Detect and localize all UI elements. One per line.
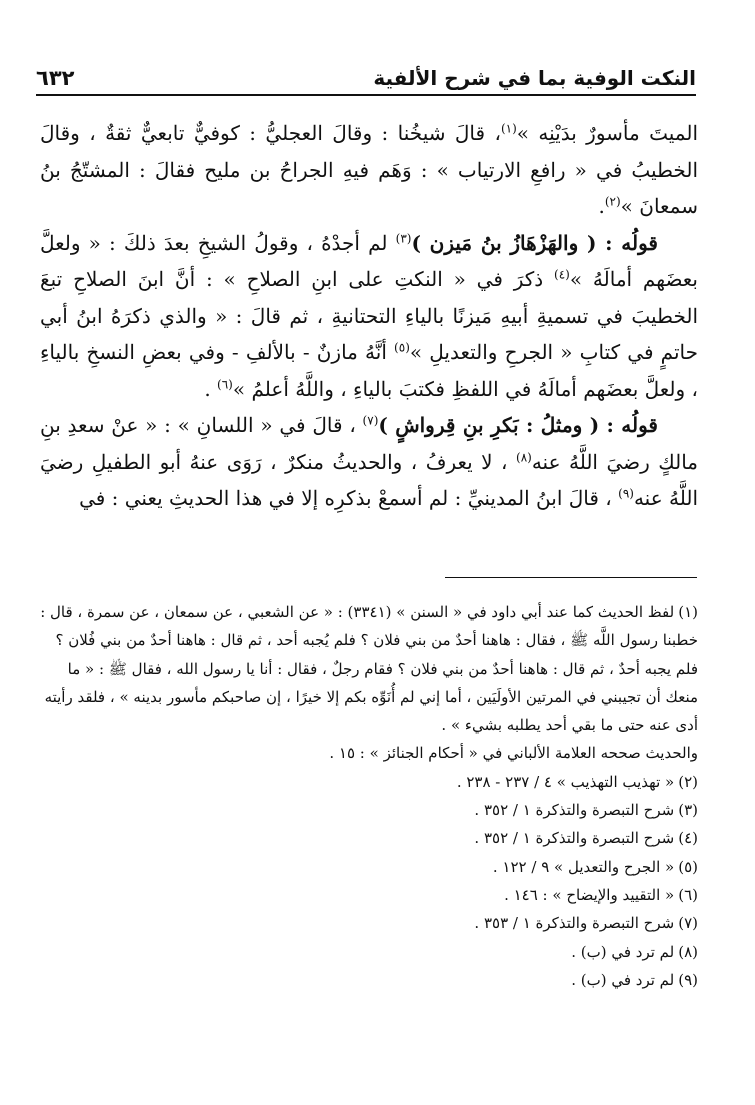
- text-run: .: [204, 376, 218, 401]
- footnote-text: « التقييد والإيضاح » : ١٤٦ .: [504, 885, 675, 904]
- quoted-heading: قولُه : ( ومثلُ : بَكرِ بنِ قِرواشٍ ): [378, 413, 658, 437]
- footnote-ref[interactable]: (٧): [362, 413, 379, 428]
- footnote-text: « تهذيب التهذيب » ٤ / ٢٣٧ - ٢٣٨ .: [456, 772, 675, 791]
- footnote-text: لفظ الحديث كما عند أبي داود في « السنن » (٣٣٤١) : « عن الشعبي ، عن سمعان ، عن سمرة ، قال : خطبنا رسول اللَّه ﷺ ، فقال : هاهنا أحدٌ من بني فلان ؟ فلم يُجبه أحد ، ثم قال : هاهنا أحدٌ من بني فُلان ؟ فلم يجبه أحدٌ ، ثم قال : هاهنا أحدٌ من بني فلان ؟ فقام رجلٌ ، فقال : أنا يا رسول الله ، فقال ﷺ : « ما منعك أن تجيبني في المرتين الأولَيَين ، أما إني لم أُنَوِّه بكم إلا خيرًا ، إن صاحبكم مأسور بدينه » ، فلقد رأيته أدى عنه حتى ما بقي أحد يطلبه بشيء » .: [40, 603, 698, 735]
- footnote-number: (٥): [678, 857, 698, 876]
- text-run: ، قالَ شيخُنا : وقالَ العجليُّ : كوفيٌّ تابعيٌّ ثقةٌ ، وقالَ الخطيبُ في « رافعِ الارتياب » : وَهَم فيهِ الجراحُ بن مليح فقالَ : المشتّجُ بنُ سمعانَ »: [40, 121, 698, 218]
- footnote-1: [40, 598, 698, 739]
- book-title: النكت الوفية بما في شرح الألفية: [373, 66, 696, 90]
- footnote-text: لم ترد في (ب) .: [571, 942, 675, 961]
- footnote-number: (٧): [678, 914, 698, 933]
- footnotes: [40, 598, 698, 994]
- quoted-heading: قولُه : ( والهَزْهَازُ بنُ مَيزن ): [411, 230, 658, 255]
- footnote-text: لم ترد في (ب) .: [571, 970, 675, 989]
- footnote-text: شرح التبصرة والتذكرة ١ / ٣٥٣ .: [474, 914, 675, 933]
- footnote-ref[interactable]: (١): [500, 121, 517, 136]
- footnote-text: « الجرح والتعديل » ٩ / ١٢٢ .: [492, 857, 675, 876]
- footnote-separator: [445, 577, 697, 578]
- footnote-ref[interactable]: (٣): [395, 230, 412, 245]
- footnote-9: [40, 966, 698, 994]
- footnote-text: شرح التبصرة والتذكرة ١ / ٣٥٢ .: [474, 801, 675, 820]
- text-run: ، قالَ ابنُ المدينيِّ : لم أسمعْ بذكرِه إلا في هذا الحديثِ يعني : في: [79, 486, 619, 510]
- footnote-6: [40, 881, 698, 909]
- footnote-2: [40, 768, 698, 796]
- running-header: [36, 56, 696, 96]
- footnote-ref[interactable]: (٩): [618, 486, 634, 501]
- footnote-number: (٨): [678, 942, 698, 961]
- footnote-4: [40, 824, 698, 852]
- footnote-number: (٣): [678, 801, 698, 820]
- footnote-number: (١): [678, 603, 698, 621]
- footnote-number: (٦): [678, 885, 698, 904]
- footnote-1-note: والحديث صححه العلامة الألباني في « أحكام الجنائز » : ١٥ .: [329, 744, 698, 763]
- text-run: لم أجدْهُ ، وقولُ الشيخِ بعدَ ذلكَ : « ولعلَّ بعضَهم أمالَهُ »: [40, 230, 699, 291]
- footnote-ref[interactable]: (٨): [516, 449, 532, 464]
- footnote-ref[interactable]: (٢): [604, 194, 621, 209]
- footnote-ref[interactable]: (٤): [554, 267, 570, 282]
- footnote-8: [40, 938, 698, 966]
- page-number: ٦٣٢: [36, 66, 75, 90]
- text-run: .: [598, 194, 605, 218]
- main-text: [40, 115, 698, 517]
- footnote-ref[interactable]: (٥): [394, 340, 410, 355]
- text-run: ذكرَ في « النكتِ على ابنِ الصلاحِ » : أنَّ ابنَ الصلاحِ تبعَ الخطيبَ في تسميةِ أبيهِ مَيزنًا بالياءِ التحتانيةِ ، ثم قالَ : « والذي ذكرَهُ ابنُ أبي حاتمٍ في كتابِ « الجرحِ والتعديلِ »: [40, 267, 698, 364]
- paragraph-2: [40, 225, 698, 408]
- footnote-7: [40, 909, 698, 937]
- footnote-text: شرح التبصرة والتذكرة ١ / ٣٥٢ .: [474, 829, 675, 848]
- text-run: ، قالَ في « اللسانِ » : « عنْ سعدِ بنِ مالكٍ رضيَ اللَّهُ عنه: [40, 413, 699, 474]
- text-run: الميتَ مأسورٌ بدَيْنِه »: [516, 121, 699, 145]
- footnote-ref[interactable]: (٦): [217, 376, 233, 391]
- footnote-5: [40, 853, 698, 881]
- footnote-number: (٢): [678, 772, 698, 791]
- text-run: أنَّهُ مازنٌ - بالألفِ - وفي بعضِ النسخِ بالياءِ ، ولعلَّ بعضَهم أمالَهُ في اللفظِ فكتبَ بالياءِ ، واللَّهُ أعلمُ »: [40, 340, 698, 401]
- footnote-number: (٤): [678, 829, 698, 848]
- paragraph-1: [40, 115, 698, 225]
- footnote-number: (٩): [678, 970, 698, 989]
- footnote-3: [40, 796, 698, 824]
- text-run: ، لا يعرفُ ، والحديثُ منكرٌ ، رَوَى عنهُ أبو الطفيلِ رضيَ اللَّهُ عنه: [40, 449, 698, 510]
- paragraph-3: [40, 407, 698, 517]
